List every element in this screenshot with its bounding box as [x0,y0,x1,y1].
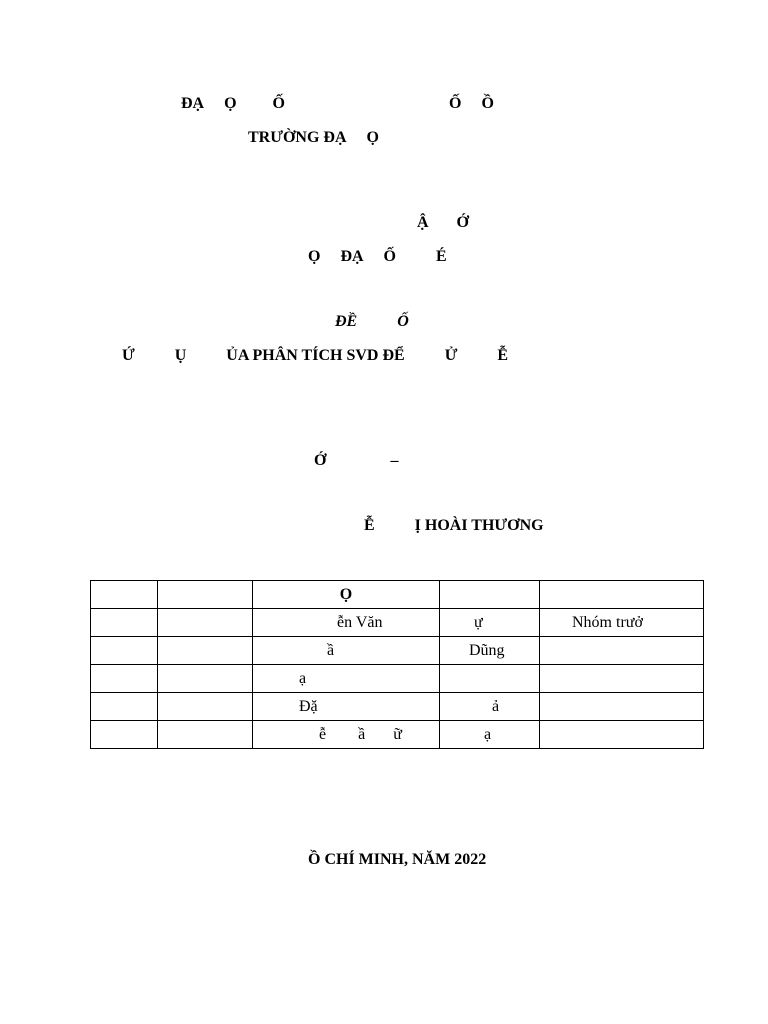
table-cell: Đặ [253,693,440,721]
class-line: Ớ – [314,452,399,469]
table-cell: ự [440,609,540,637]
course-name: Ọ ĐẠ Ố É [308,248,447,265]
table-cell [91,721,158,749]
table-cell [158,721,253,749]
table-row [91,637,704,665]
table-cell [158,693,253,721]
table-cell [91,665,158,693]
table-header-row [91,581,704,609]
instructor-name: Ễ Ị HOÀI THƯƠNG [364,517,544,534]
topic-title: Ứ Ụ ỦA PHÂN TÍCH SVD ĐỂ Ử Ễ [122,347,509,364]
table-cell [540,693,704,721]
table-row [91,665,704,693]
table-cell [540,665,704,693]
table-cell: ễ ầ ữ [253,721,440,749]
report-type: Ậ Ớ [417,214,469,231]
table-cell: ầ [253,637,440,665]
table-row [91,693,704,721]
table-cell [91,609,158,637]
table-cell: ạ [253,665,440,693]
table-cell [540,637,704,665]
table-cell: ạ [440,721,540,749]
table-header-cell [440,581,540,609]
table-header-cell [158,581,253,609]
table-cell [158,665,253,693]
table-cell: Nhóm trưở [540,609,704,637]
table-cell [540,721,704,749]
table-cell [158,609,253,637]
table-cell: Dũng [440,637,540,665]
table-row [91,721,704,749]
table-cell: ễn Văn [253,609,440,637]
table-header-cell: Ọ [253,581,440,609]
school-title: TRƯỜNG ĐẠ Ọ [248,129,379,146]
table-cell [158,637,253,665]
table-cell [91,637,158,665]
university-title: Ố Ồ [449,95,494,112]
table-cell: ả [440,693,540,721]
topic-label: ĐỀ Ố [335,313,409,330]
table-cell [91,693,158,721]
table-header-cell [91,581,158,609]
place-year: Ồ CHÍ MINH, NĂM 2022 [308,851,487,868]
ministry-title: ĐẠ Ọ Ố [181,95,285,112]
table-cell [440,665,540,693]
table-row [91,609,704,637]
members-table [90,580,704,749]
table-header-cell [540,581,704,609]
